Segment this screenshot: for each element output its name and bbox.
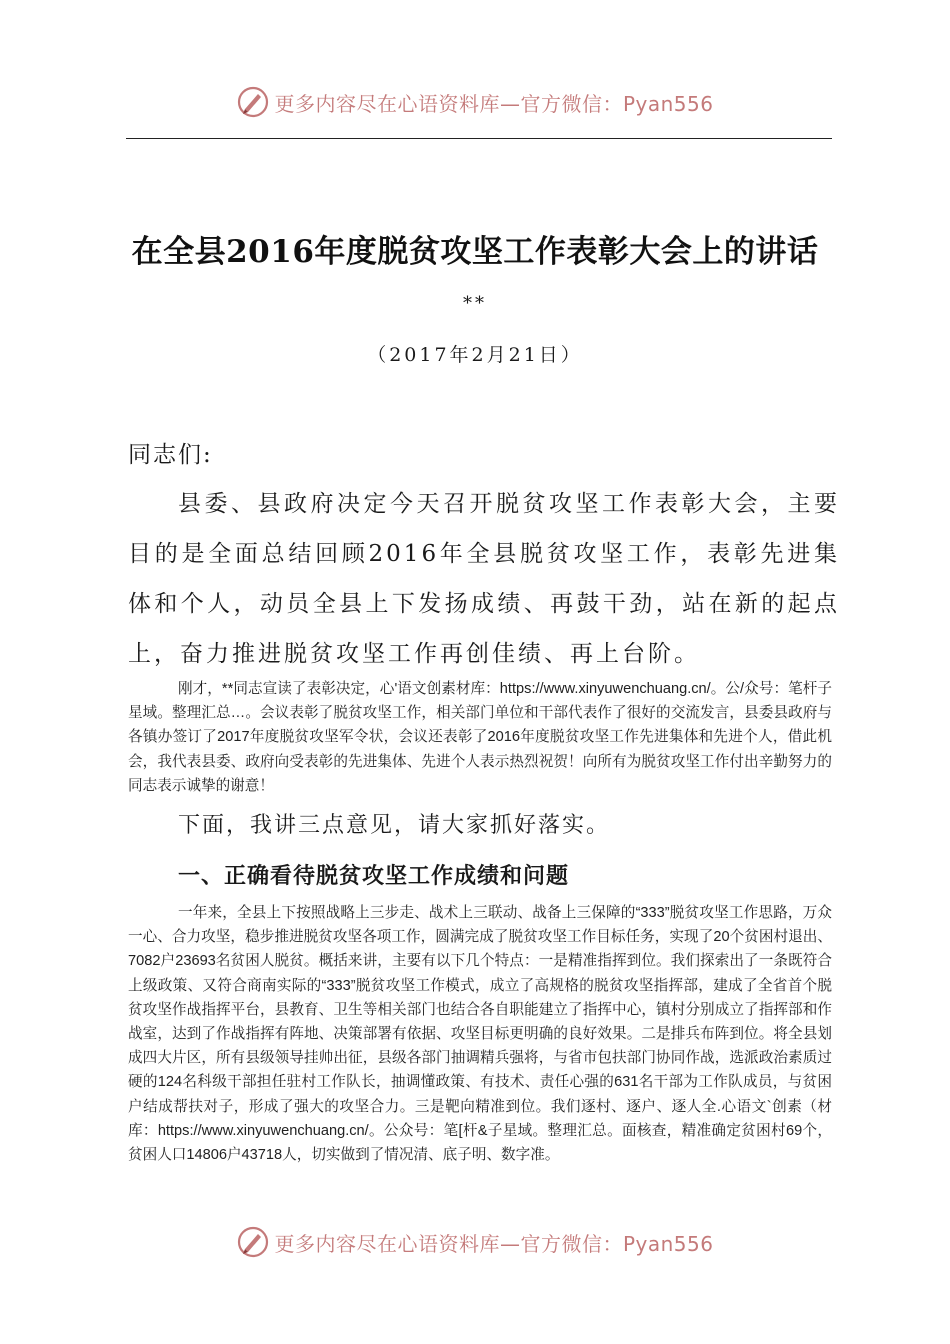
document-author: ** bbox=[463, 293, 487, 314]
document-date: （2017年2月21日） bbox=[367, 344, 583, 366]
section-heading: 一、正确看待脱贫攻坚工作成绩和问题 bbox=[178, 864, 570, 889]
watermark-header bbox=[0, 82, 950, 122]
transition-paragraph: 下面，我讲三点意见，请大家抓好落实。 bbox=[178, 813, 611, 838]
section-body-paragraph: 一年来，全县上下按照战略上三步走、战术上三联动、战备上三保障的“333”脱贫攻坚工作思路，万众一心、合力攻坚，稳步推进脱贫攻坚各项工作，圆满完成了脱贫攻坚工作目标任务，实现了20个贫困村退出、7082户23693名贫困人脱贫。概括来讲，主要有以下几个特点：一是精准指挥到位。我们探索出了一条既符合上级政策、又符合商南实际的“333”脱贫攻坚工作模式，成立了高规格的脱贫攻坚指挥部，建成了全省首个脱贫攻坚作战指挥平台，县教育、卫生等相关部门也结合各自职能建立了指挥中心，镇村分别成立了指挥部和作战室，达到了作战指挥有阵地、决策部署有依据、攻坚目标更明确的良好效果。二是排兵布阵到位。将全县划成四大片区，所有县级领导挂帅出征，县级各部门抽调精兵强将，与省市包扶部门协同作战，选派政治素质过硬的124名科级干部担任驻村工作队长，抽调懂政策、有技术、责任心强的631名干部为工作队成员，与贫困户结成帮扶对子，形成了强大的攻坚合力。三是靶向精准到位。我们逐村、逐户、逐人全.心语文`创素（材库：https://www.xinyuwenchuang.cn/。公众号：笔[杆&子星域。整理汇总。面核查，精准确定贫困村69个，贫困人口14806户43718人，切实做到了情况清、底子明、数字准。 bbox=[128, 905, 832, 1164]
intro-paragraph: 县委、县政府决定今天召开脱贫攻坚工作表彰大会，主要目的是全面总结回顾2016年全县脱贫攻坚工作，表彰先进集体和个人，动员全县上下发扬成绩、再鼓干劲，站在新的起点上，奋力推进脱贫攻坚工作再创佳绩、再上台阶。 bbox=[128, 491, 840, 667]
review-paragraph: 刚才，**同志宣读了表彰决定，心'语文创素材库：https://www.xinyuwenchuang.cn/。公/众号：笔杆子星域。整理汇总…。会议表彰了脱贫攻坚工作，相关部门单位和干部代表作了很好的交流发言，县委县政府与各镇办签订了2017年度脱贫攻坚军令状，会议还表彰了2016年度脱贫攻坚工作先进集体和先进个人，借此机会，我代表县委、政府向受表彰的先进集体、先进个人表示热烈祝贺！向所有为脱贫攻坚工作付出辛勤努力的同志表示诚挚的谢意！ bbox=[128, 681, 832, 794]
watermark-footer bbox=[0, 1222, 950, 1262]
header-divider bbox=[126, 138, 832, 139]
watermark-text: 更多内容尽在心语资料库—官方微信：Pyan556 bbox=[274, 91, 714, 116]
document-title: 在全县2016年度脱贫攻坚工作表彰大会上的讲话 bbox=[131, 234, 819, 270]
greeting: 同志们: bbox=[128, 442, 213, 468]
pen-logo-icon bbox=[236, 1225, 270, 1259]
pen-logo-icon bbox=[236, 85, 270, 119]
watermark-text: 更多内容尽在心语资料库—官方微信：Pyan556 bbox=[274, 1231, 714, 1256]
